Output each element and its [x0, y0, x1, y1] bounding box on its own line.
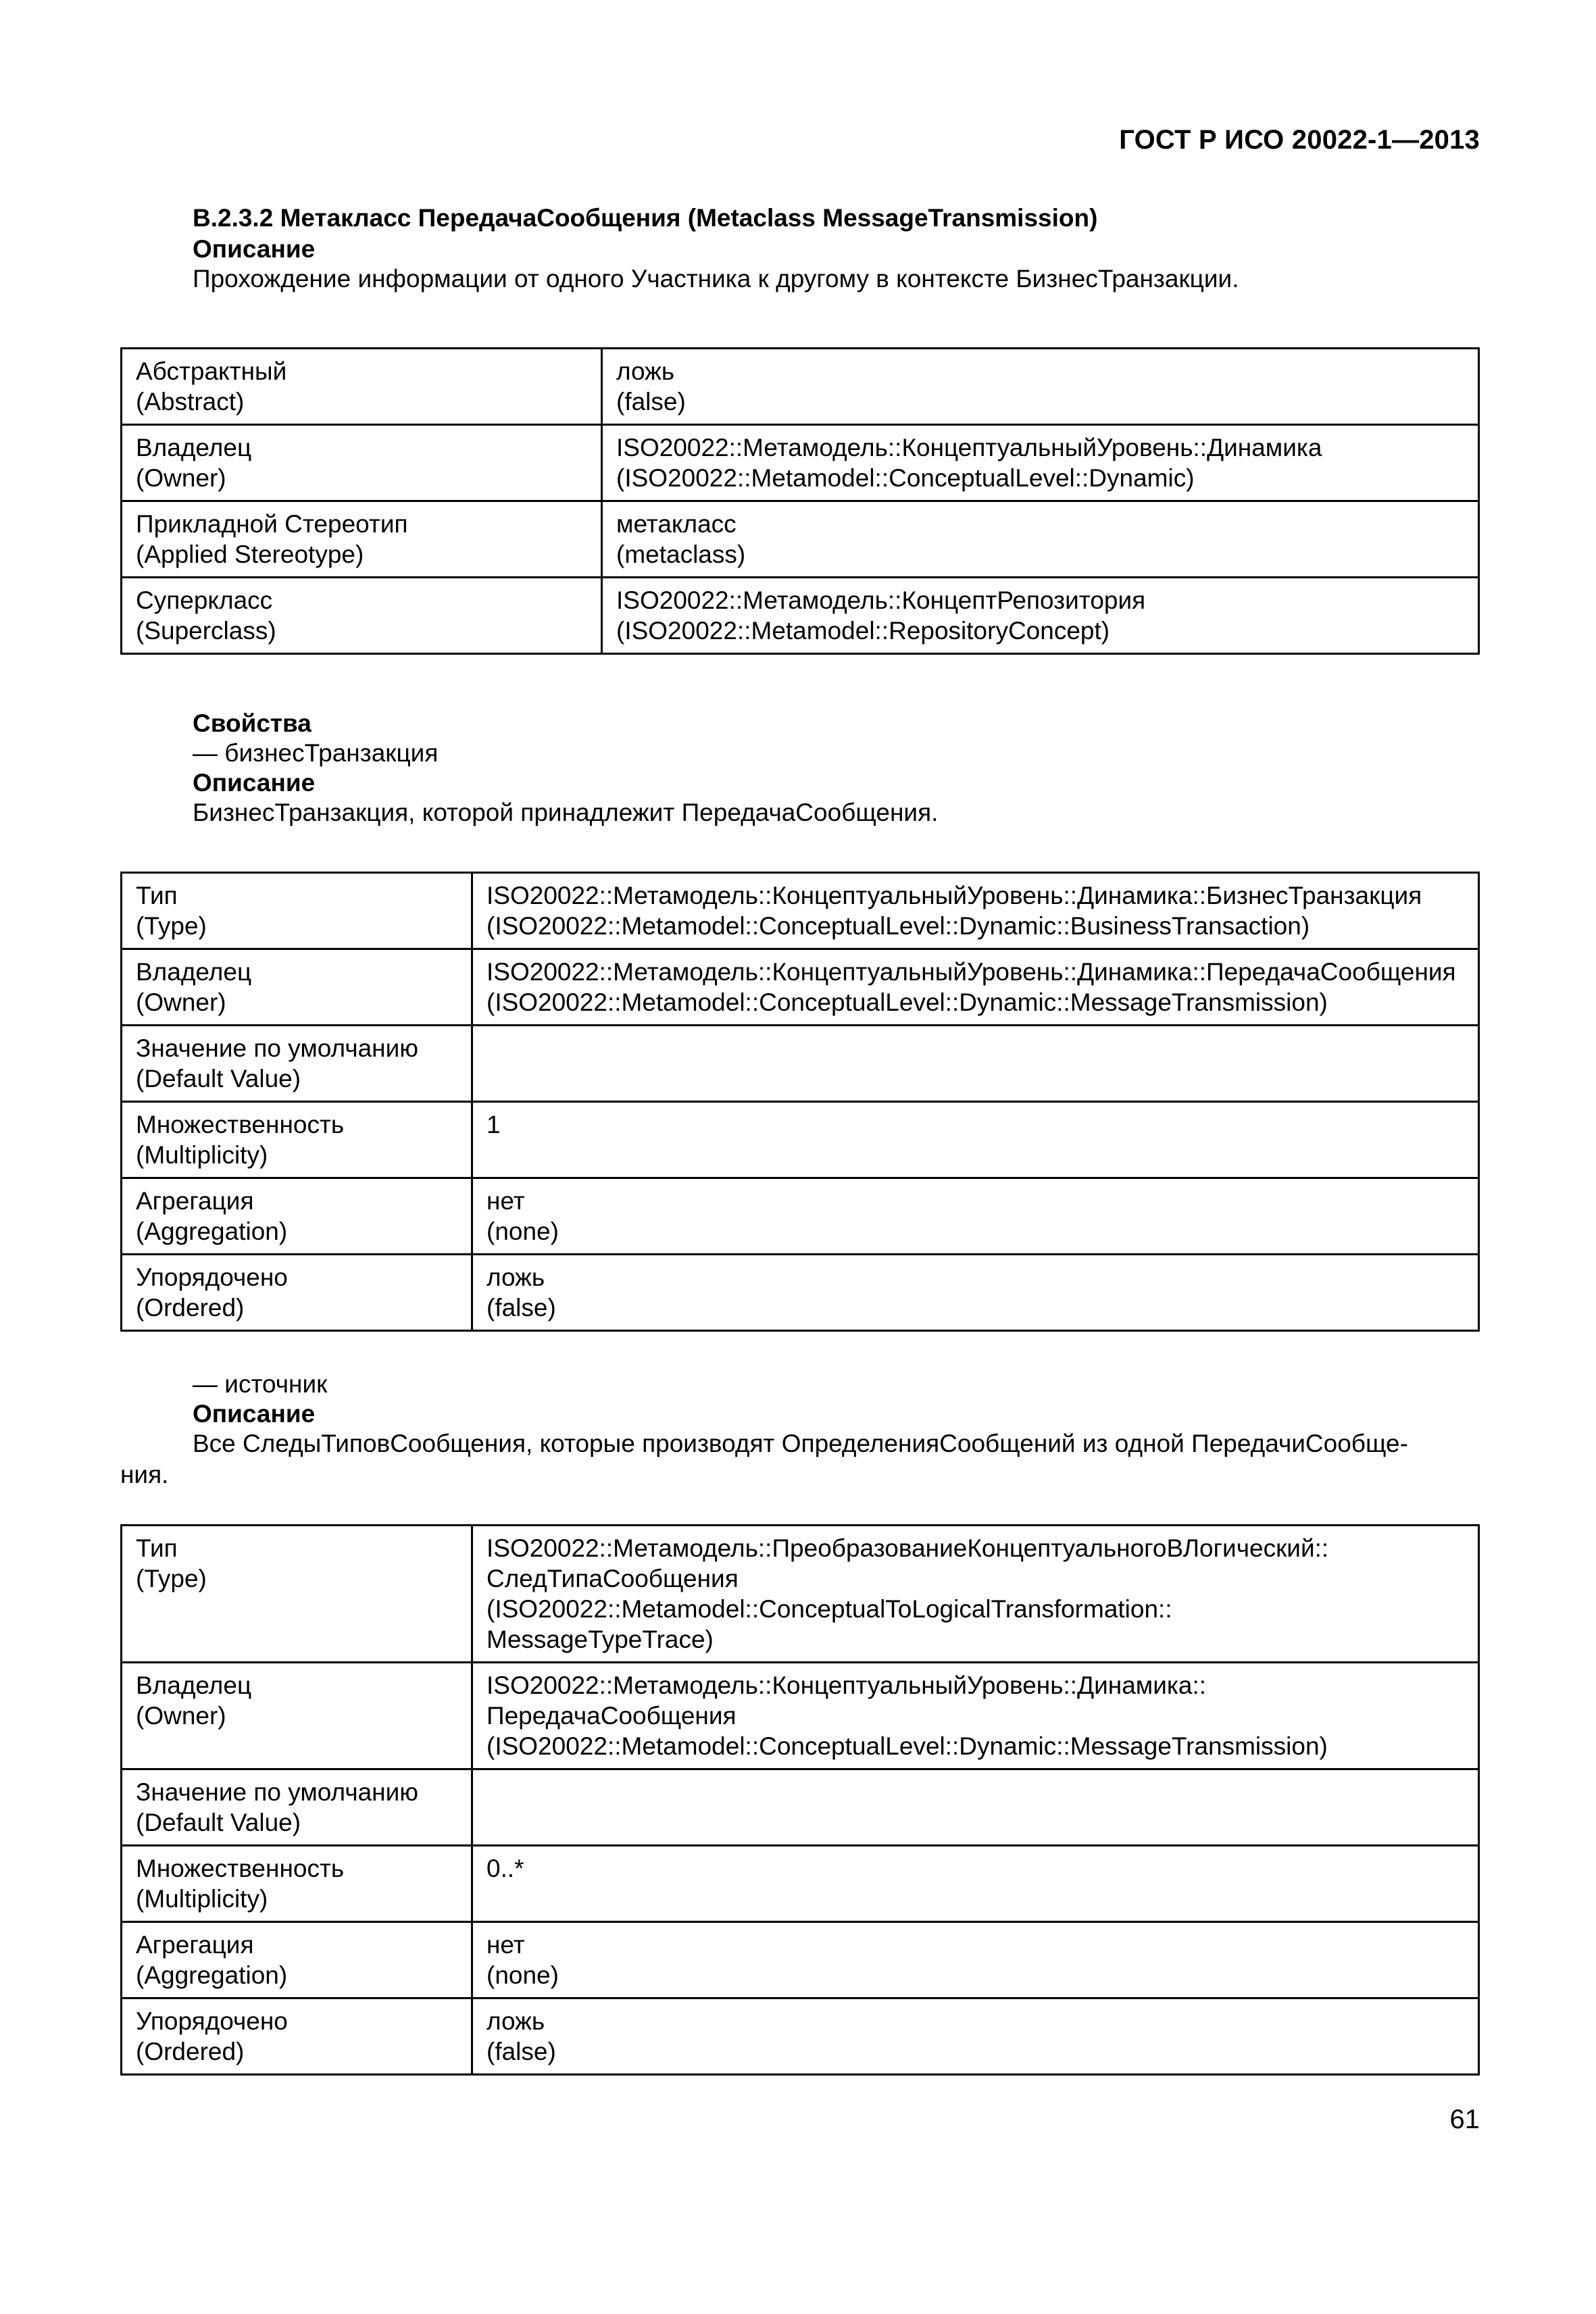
- property-name-cell: [122, 1026, 472, 1102]
- table-row: [122, 1922, 1479, 1998]
- property-name-ru: Владелец: [136, 958, 252, 986]
- property-name-cell: [122, 1922, 472, 1998]
- table-row: [122, 1769, 1479, 1846]
- property-name-cell: [122, 501, 602, 578]
- property-value-line: (ISO20022::Metamodel::ConceptualToLogicalTransformation::: [487, 1595, 1172, 1623]
- document-code: ГОСТ Р ИСО 20022-1—2013: [1119, 125, 1480, 155]
- property-value-line: ложь: [487, 2007, 545, 2035]
- property-name-en: (Owner): [136, 988, 226, 1016]
- property-name-cell: [122, 1663, 472, 1769]
- property-name-en: (Default Value): [136, 1809, 301, 1836]
- property-value-line: ISO20022::Метамодель::КонцептуальныйУровень::Динамика::: [487, 1671, 1207, 1699]
- property-value-cell: [602, 349, 1479, 425]
- property-name-ru: Упорядочено: [136, 1263, 288, 1291]
- property-value-line: MessageTypeTrace): [487, 1626, 714, 1653]
- property-name-en: (Default Value): [136, 1065, 301, 1092]
- property-name-business-transaction: — бизнесТранзакция: [193, 739, 439, 767]
- property-value-line: (ISO20022::Metamodel::ConceptualLevel::Dynamic::MessageTransmission): [487, 1732, 1328, 1760]
- table-row: [122, 1026, 1479, 1102]
- property-name-ru: Множественность: [136, 1855, 345, 1882]
- property-value-cell: [472, 1663, 1479, 1769]
- property-value-cell: [472, 1255, 1479, 1331]
- property-value-line: СледТипаСообщения: [487, 1565, 739, 1592]
- table-row: [122, 949, 1479, 1026]
- property-value-line: 1: [487, 1111, 501, 1138]
- property-value-line: ISO20022::Метамодель::КонцептуальныйУровень::Динамика::БизнесТранзакция: [487, 882, 1422, 909]
- property-name-source: — источник: [193, 1370, 328, 1398]
- property-value-line: (metaclass): [616, 540, 746, 568]
- property-name-ru: Агрегация: [136, 1187, 254, 1215]
- property-name-cell: [122, 1178, 472, 1255]
- property-description-text-line2: ния.: [120, 1461, 169, 1488]
- property-value-line: 0..*: [487, 1855, 524, 1882]
- description-label: Описание: [193, 235, 316, 263]
- property-name-ru: Значение по умолчанию: [136, 1034, 419, 1062]
- property-name-en: (Superclass): [136, 617, 276, 645]
- property-name-ru: Агрегация: [136, 1931, 254, 1959]
- property-name-cell: [122, 949, 472, 1026]
- property-value-line: нет: [487, 1187, 525, 1215]
- property-name-en: (Multiplicity): [136, 1885, 268, 1913]
- property-name-ru: Суперкласс: [136, 586, 273, 614]
- property-value-line: метакласс: [616, 510, 737, 538]
- section-heading: B.2.3.2 Метакласс ПередачаСообщения (Metaclass MessageTransmission): [193, 204, 1098, 232]
- table-row: [122, 1663, 1479, 1769]
- property-name-ru: Тип: [136, 882, 178, 909]
- table-row: [122, 1846, 1479, 1922]
- table-row: [122, 1102, 1479, 1178]
- property-name-cell: [122, 349, 602, 425]
- property-name-cell: [122, 578, 602, 654]
- property-value-line: (false): [487, 1294, 556, 1322]
- property-value-line: (false): [616, 388, 686, 416]
- property-value-line: (ISO20022::Metamodel::ConceptualLevel::Dynamic): [616, 464, 1195, 492]
- property-name-en: (Owner): [136, 464, 226, 492]
- property-value-cell: [472, 1026, 1479, 1102]
- property-value-line: ISO20022::Метамодель::ПреобразованиеКонцептуальногоВЛогический::: [487, 1534, 1329, 1562]
- table-row: [122, 873, 1479, 949]
- property-name-ru: Упорядочено: [136, 2007, 288, 2035]
- property-value-cell: [472, 1769, 1479, 1846]
- property-name-ru: Множественность: [136, 1111, 345, 1138]
- table-row: [122, 578, 1479, 654]
- property-value-line: нет: [487, 1931, 525, 1959]
- property-description-label: Описание: [193, 1400, 316, 1428]
- property-value-cell: [472, 873, 1479, 949]
- property-value-cell: [602, 501, 1479, 578]
- property-description-text-line1: Все СледыТиповСообщения, которые производят ОпределенияСообщений из одной ПередачиСообще-: [193, 1430, 1408, 1457]
- property-name-en: (Type): [136, 1565, 207, 1592]
- property-description-text: БизнесТранзакция, которой принадлежит ПередачаСообщения.: [193, 799, 939, 826]
- property-value-cell: [472, 1102, 1479, 1178]
- source-property-table: [120, 1524, 1480, 2076]
- property-name-en: (Abstract): [136, 388, 245, 416]
- property-name-ru: Владелец: [136, 434, 252, 461]
- property-name-ru: Абстрактный: [136, 357, 287, 385]
- property-name-en: (Ordered): [136, 1294, 245, 1322]
- property-name-ru: Тип: [136, 1534, 178, 1562]
- property-value-cell: [472, 1526, 1479, 1663]
- property-name-cell: [122, 1998, 472, 2075]
- property-name-cell: [122, 1102, 472, 1178]
- property-value-cell: [602, 425, 1479, 501]
- property-value-line: (ISO20022::Metamodel::RepositoryConcept): [616, 617, 1110, 645]
- property-value-line: ISO20022::Метамодель::КонцептуальныйУровень::Динамика::ПередачаСообщения: [487, 958, 1456, 986]
- table-row: [122, 425, 1479, 501]
- property-value-cell: [472, 1998, 1479, 2075]
- property-value-line: ПередачаСообщения: [487, 1702, 737, 1730]
- business-transaction-property-table: [120, 872, 1480, 1332]
- property-name-en: (Aggregation): [136, 1217, 288, 1245]
- property-name-en: (Applied Stereotype): [136, 540, 364, 568]
- table-row: [122, 1526, 1479, 1663]
- property-description-label: Описание: [193, 769, 316, 797]
- property-value-line: (none): [487, 1961, 559, 1989]
- property-value-line: (false): [487, 2038, 556, 2065]
- property-value-cell: [472, 949, 1479, 1026]
- property-value-line: ложь: [487, 1263, 545, 1291]
- property-name-cell: [122, 1769, 472, 1846]
- table-row: [122, 1255, 1479, 1331]
- property-name-en: (Owner): [136, 1702, 226, 1730]
- property-name-cell: [122, 1846, 472, 1922]
- property-name-en: (Aggregation): [136, 1961, 288, 1989]
- property-name-ru: Прикладной Стереотип: [136, 510, 408, 538]
- property-name-ru: Значение по умолчанию: [136, 1778, 419, 1806]
- property-name-ru: Владелец: [136, 1671, 252, 1699]
- property-name-cell: [122, 1255, 472, 1331]
- property-value-cell: [472, 1846, 1479, 1922]
- metaclass-table: [120, 347, 1480, 655]
- property-value-line: (none): [487, 1217, 559, 1245]
- property-name-cell: [122, 1526, 472, 1663]
- property-value-line: (ISO20022::Metamodel::ConceptualLevel::Dynamic::MessageTransmission): [487, 988, 1328, 1016]
- description-text: Прохождение информации от одного Участника к другому в контексте БизнесТранзакции.: [193, 265, 1239, 293]
- property-name-en: (Ordered): [136, 2038, 245, 2065]
- property-name-en: (Type): [136, 912, 207, 940]
- table-row: [122, 1178, 1479, 1255]
- property-value-line: ложь: [616, 357, 675, 385]
- properties-label: Свойства: [193, 709, 311, 737]
- property-value-cell: [472, 1922, 1479, 1998]
- property-name-cell: [122, 425, 602, 501]
- table-row: [122, 349, 1479, 425]
- property-value-line: ISO20022::Метамодель::КонцептуальныйУровень::Динамика: [616, 434, 1322, 461]
- property-value-cell: [602, 578, 1479, 654]
- table-row: [122, 501, 1479, 578]
- property-name-cell: [122, 873, 472, 949]
- property-name-en: (Multiplicity): [136, 1141, 268, 1169]
- property-value-line: ISO20022::Метамодель::КонцептРепозитория: [616, 586, 1146, 614]
- page-number: 61: [1449, 2105, 1480, 2134]
- table-row: [122, 1998, 1479, 2075]
- property-value-cell: [472, 1178, 1479, 1255]
- property-value-line: (ISO20022::Metamodel::ConceptualLevel::Dynamic::BusinessTransaction): [487, 912, 1310, 940]
